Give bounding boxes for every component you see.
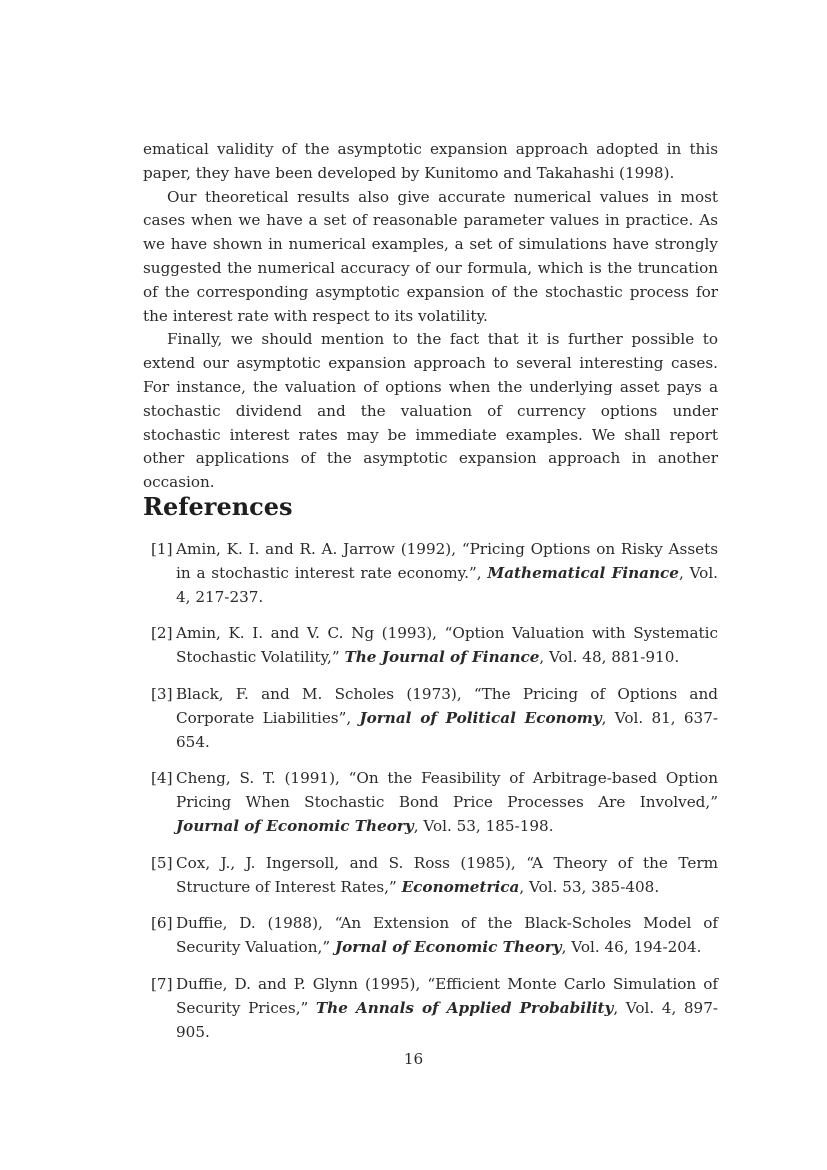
reference-details: , Vol. 53, 385-408. (519, 877, 660, 896)
reference-number: [3] (151, 684, 173, 703)
reference-text: Cheng, S. T. (1991), “On the Feasibility of Arbitrage-based Option Pricing When Stochastic Bond Price Processes Are Involved,” (176, 769, 718, 812)
reference-journal: The Annals of Applied Probability (315, 998, 614, 1017)
paragraph: Our theoretical results also give accurate numerical values in most cases when we have a set of reasonable parameter values in practice. As we have shown in numerical examples, a set of simulations have strongly suggested the numerical accuracy of our formula, which is the truncation of the corresponding asymptotic expansion of the stochastic process for the interest rate with respect to its volatility. (143, 187, 718, 325)
reference-journal: The Journal of Finance (344, 648, 540, 667)
reference-number: [1] (151, 540, 173, 558)
reference-number: [5] (151, 853, 173, 872)
page-number: 16 (403, 1050, 424, 1068)
reference-text: Amin, K. I. and V. C. Ng (1993), “Option Valuation with Systematic Stochastic Volatility,” (176, 624, 718, 667)
reference-item (143, 912, 718, 960)
reference-item (143, 538, 718, 609)
reference-details: , Vol. 48, 881-910. (539, 648, 680, 667)
paragraph: ematical validity of the asymptotic expansion approach adopted in this paper, they have been developed by Kunitomo and Takahashi (1998). (143, 140, 718, 182)
reference-number: [7] (151, 974, 173, 993)
reference-text: Duffie, D. (1988), “An Extension of the Black-Scholes Model of Security Valuation,” (176, 914, 718, 957)
reference-details: , Vol. 4, 897-905. (176, 998, 718, 1041)
reference-item (143, 973, 718, 1044)
reference-journal: Jornal of Political Economy (359, 708, 602, 727)
reference-item (143, 622, 718, 670)
reference-details: , Vol. 4, 217-237. (176, 563, 718, 606)
reference-details: , Vol. 53, 185-198. (413, 816, 554, 835)
reference-text: Amin, K. I. and R. A. Jarrow (1992), “Pricing Options on Risky Assets in a stochastic interest rate economy.”, (176, 540, 718, 582)
reference-journal: Mathematical Finance (487, 563, 679, 582)
reference-journal: Econometrica (401, 877, 520, 896)
reference-item (143, 683, 718, 754)
paragraph: Finally, we should mention to the fact that it is further possible to extend our asymptotic expansion approach to several interesting cases. For instance, the valuation of options when the underlying asset pays a stochastic dividend and the valuation of currency options under stochastic interest rates may be immediate examples. We shall report other applications of the asymptotic expansion approach in another occasion. (143, 330, 718, 492)
reference-details: , Vol. 46, 194-204. (561, 938, 702, 957)
reference-text: Duffie, D. and P. Glynn (1995), “Efficient Monte Carlo Simulation of Security Prices,” (176, 974, 718, 1017)
reference-number: [6] (151, 914, 173, 933)
reference-journal: Jornal of Economic Theory (334, 938, 562, 957)
reference-number: [4] (151, 769, 173, 788)
reference-text: Cox, J., J. Ingersoll, and S. Ross (1985), “A Theory of the Term Structure of Interest Rates,” (176, 853, 718, 896)
reference-list (143, 538, 718, 1057)
reference-number: [2] (151, 624, 173, 643)
reference-item (143, 767, 718, 838)
reference-journal: Journal of Economic Theory (176, 816, 414, 835)
reference-details: , Vol. 81, 637-654. (176, 708, 718, 751)
references-heading: References (143, 492, 293, 521)
reference-item (143, 852, 718, 900)
body-text (143, 138, 718, 495)
reference-text: Black, F. and M. Scholes (1973), “The Pricing of Options and Corporate Liabilities”, (176, 684, 718, 727)
